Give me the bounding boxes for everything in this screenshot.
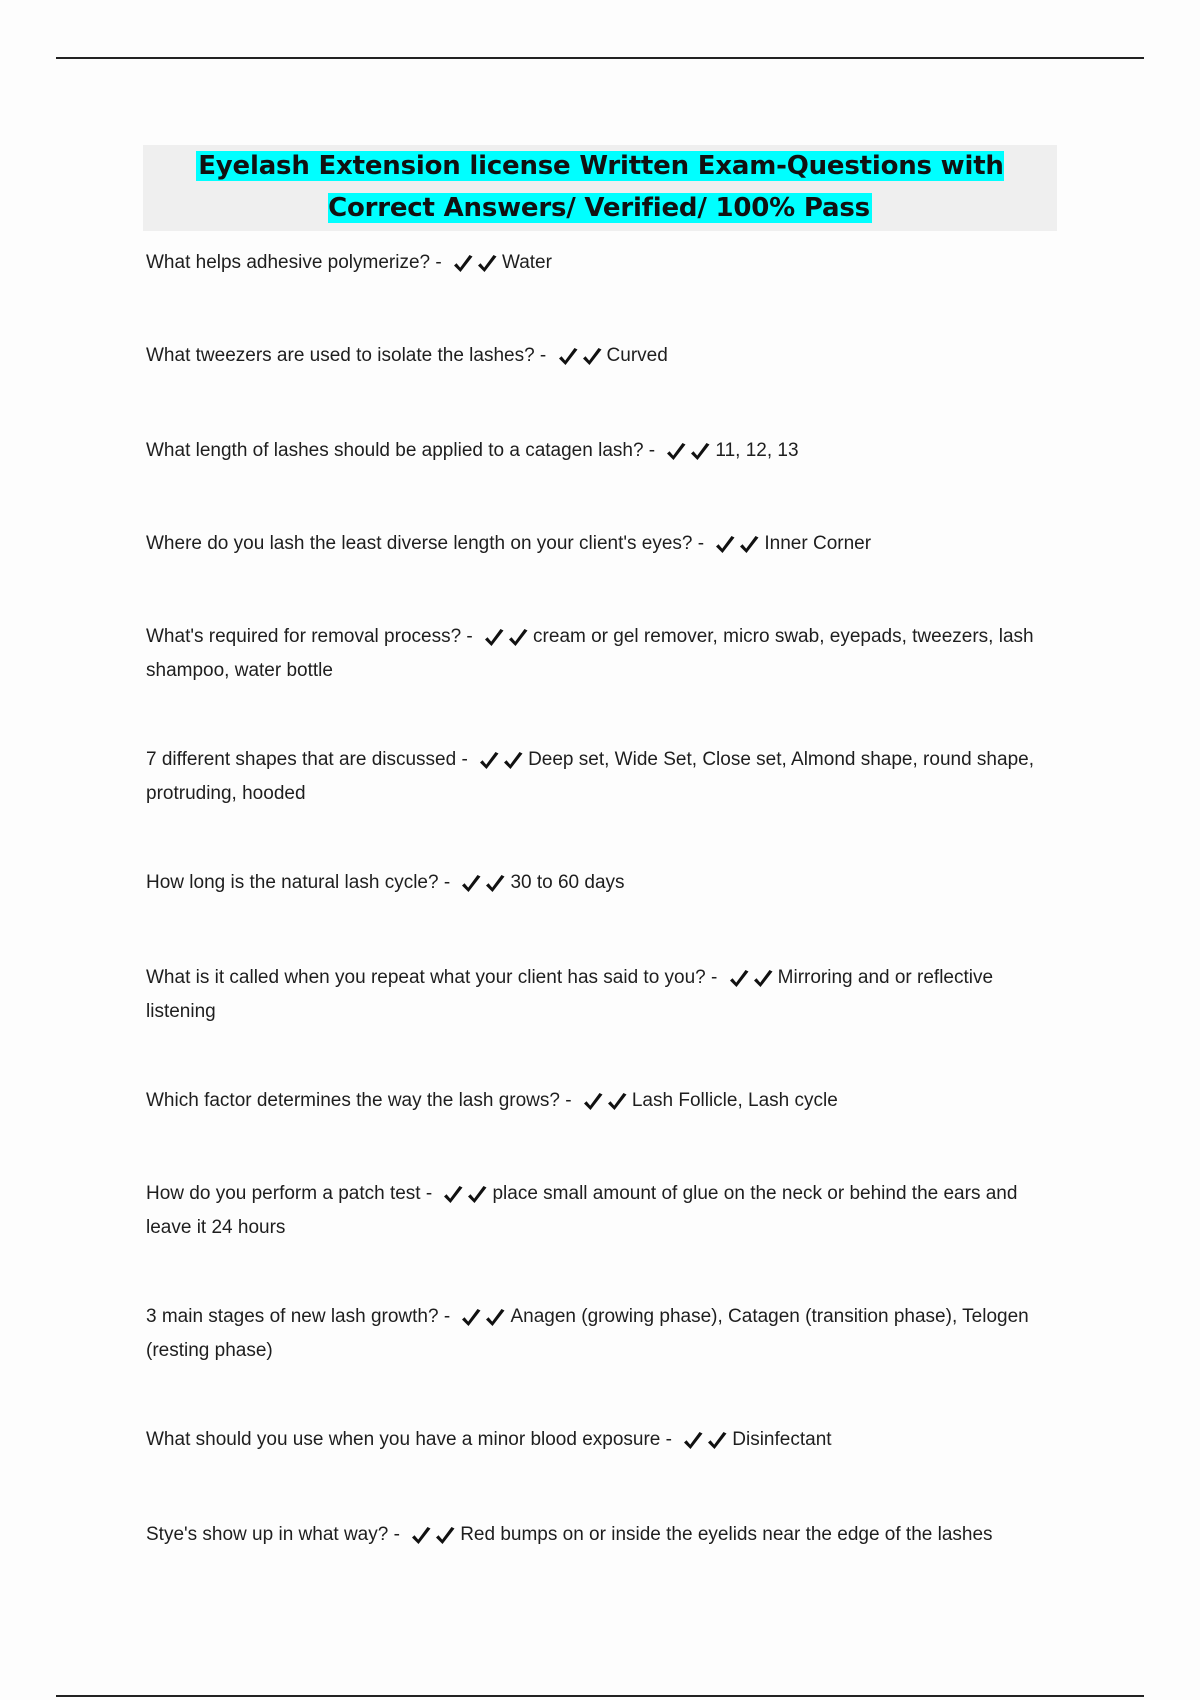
answer-text: Anagen (growing phase), Catagen (transition phase), Telogen (resting phase) — [146, 1306, 1029, 1361]
question-text: How long is the natural lash cycle? — [146, 872, 439, 893]
qa-item — [146, 436, 1066, 470]
answer-text: Curved — [606, 345, 668, 366]
answer-text: Mirroring and or reflective listening — [146, 967, 994, 1022]
qa-item — [146, 745, 1066, 809]
separator: - — [705, 967, 723, 988]
separator: - — [660, 1429, 678, 1450]
question-text: 3 main stages of new lash growth? — [146, 1306, 439, 1327]
document-title: Eyelash Extension license Written Exam-Questions with Correct Answers/ Verified/ 100% Pass — [198, 151, 1004, 223]
title-box — [143, 145, 1057, 231]
answer-text: Inner Corner — [764, 533, 872, 554]
separator: - — [430, 252, 447, 273]
question-text: Where do you lash the least diverse length on your client's eyes? — [146, 533, 693, 554]
bottom-rule — [56, 1695, 1144, 1697]
answer-text: Water — [501, 252, 552, 273]
separator: - — [461, 626, 479, 647]
separator: - — [438, 872, 456, 893]
answer-text: place small amount of glue on the neck or behind the ears and leave it 24 hours — [146, 1183, 1018, 1238]
answer-text: Deep set, Wide Set, Close set, Almond shape, round shape, protruding, hooded — [146, 749, 1034, 804]
top-rule — [56, 57, 1144, 59]
question-text: Which factor determines the way the lash grows? — [146, 1090, 560, 1111]
question-text: What's required for removal process? — [146, 626, 462, 647]
double-check-icon — [581, 1090, 629, 1120]
question-text: Stye's show up in what way? — [146, 1524, 389, 1545]
double-check-icon — [477, 749, 525, 779]
question-text: What length of lashes should be applied to a catagen lash? — [146, 440, 644, 461]
qa-item — [146, 1425, 1066, 1459]
qa-item — [146, 1302, 1066, 1366]
double-check-icon — [727, 967, 775, 997]
answer-text: Disinfectant — [732, 1429, 832, 1450]
question-text: What helps adhesive polymerize? — [146, 252, 431, 273]
answer-text: 30 to 60 days — [510, 872, 625, 893]
separator: - — [456, 749, 474, 770]
answer-text: Lash Follicle, Lash cycle — [631, 1090, 838, 1111]
question-text: What should you use when you have a minor blood exposure — [146, 1429, 661, 1450]
double-check-icon — [409, 1524, 457, 1554]
double-check-icon — [451, 252, 499, 282]
separator: - — [438, 1306, 456, 1327]
separator: - — [559, 1090, 577, 1111]
answer-text: 11, 12, 13 — [715, 440, 799, 461]
double-check-icon — [713, 533, 761, 563]
separator: - — [692, 533, 710, 554]
separator: - — [534, 345, 552, 366]
double-check-icon — [664, 440, 712, 470]
question-text: 7 different shapes that are discussed — [146, 749, 457, 770]
double-check-icon — [459, 1306, 507, 1336]
double-check-icon — [681, 1429, 729, 1459]
qa-item — [146, 529, 1066, 563]
separator: - — [388, 1524, 406, 1545]
qa-item — [146, 341, 1066, 375]
qa-item — [146, 963, 1066, 1027]
separator: - — [643, 440, 661, 461]
answer-text: cream or gel remover, micro swab, eyepads, tweezers, lash shampoo, water bottle — [146, 626, 1034, 681]
question-text: How do you perform a patch test — [146, 1183, 421, 1204]
qa-item — [146, 248, 1066, 282]
qa-item — [146, 1086, 1066, 1120]
double-check-icon — [441, 1183, 489, 1213]
double-check-icon — [482, 626, 530, 656]
answer-text: Red bumps on or inside the eyelids near the edge of the lashes — [460, 1524, 993, 1545]
question-text: What is it called when you repeat what your client has said to you? — [146, 967, 706, 988]
qa-item — [146, 1520, 1066, 1554]
double-check-icon — [556, 345, 604, 375]
separator: - — [420, 1183, 438, 1204]
qa-item — [146, 868, 1066, 902]
double-check-icon — [459, 872, 507, 902]
qa-item — [146, 1179, 1066, 1243]
qa-item — [146, 622, 1066, 686]
question-text: What tweezers are used to isolate the lashes? — [146, 345, 535, 366]
